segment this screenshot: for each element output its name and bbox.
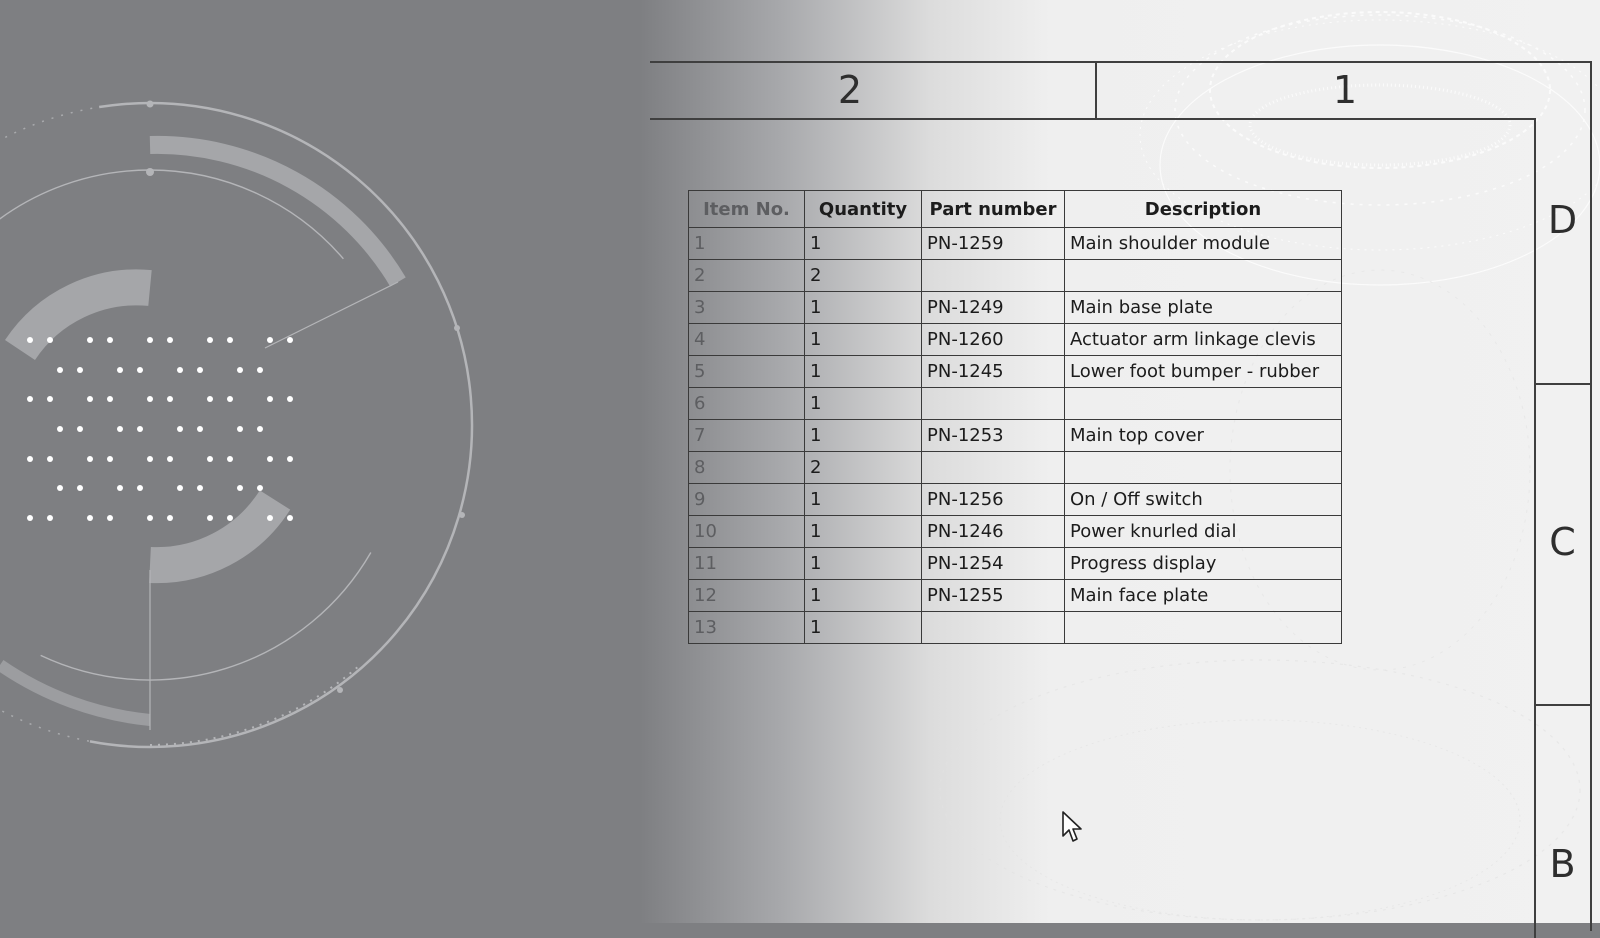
sheet-top-border: [650, 61, 1590, 63]
cell-item-no: 2: [689, 260, 805, 292]
cell-quantity: 1: [805, 228, 922, 260]
table-row: [689, 612, 1342, 644]
cell-quantity: 1: [805, 420, 922, 452]
cell-part-number: [922, 452, 1065, 484]
cell-description: Progress display: [1065, 548, 1342, 580]
cell-description: [1065, 612, 1342, 644]
sheet-right-border: [1590, 61, 1592, 931]
table-row: [689, 484, 1342, 516]
cell-item-no: 12: [689, 580, 805, 612]
zone-row-label: D: [1547, 198, 1578, 242]
cell-item-no: 9: [689, 484, 805, 516]
cell-quantity: 1: [805, 612, 922, 644]
cell-description: [1065, 388, 1342, 420]
cell-description: [1065, 452, 1342, 484]
cell-part-number: PN-1245: [922, 356, 1065, 388]
cell-part-number: PN-1249: [922, 292, 1065, 324]
cell-quantity: 1: [805, 388, 922, 420]
cell-description: Power knurled dial: [1065, 516, 1342, 548]
cell-part-number: [922, 612, 1065, 644]
cell-item-no: 4: [689, 324, 805, 356]
column-header-description: Description: [1065, 191, 1342, 228]
table-header-row: [689, 191, 1342, 228]
cell-description: Main base plate: [1065, 292, 1342, 324]
cell-part-number: [922, 388, 1065, 420]
cell-quantity: 1: [805, 580, 922, 612]
column-header-quantity: Quantity: [805, 191, 922, 228]
cell-part-number: PN-1259: [922, 228, 1065, 260]
cell-quantity: 1: [805, 292, 922, 324]
cell-item-no: 6: [689, 388, 805, 420]
cell-quantity: 1: [805, 356, 922, 388]
zone-column-label: 1: [1332, 68, 1358, 112]
table-row: [689, 388, 1342, 420]
cell-item-no: 3: [689, 292, 805, 324]
table-row: [689, 356, 1342, 388]
table-row: [689, 580, 1342, 612]
cell-item-no: 1: [689, 228, 805, 260]
cell-part-number: PN-1246: [922, 516, 1065, 548]
cell-quantity: 1: [805, 324, 922, 356]
zone-row-label: C: [1549, 520, 1576, 564]
column-header-item-no: Item No.: [689, 191, 805, 228]
cell-item-no: 5: [689, 356, 805, 388]
table-row: [689, 260, 1342, 292]
zone-row-tick: [1534, 383, 1590, 385]
cell-description: Main shoulder module: [1065, 228, 1342, 260]
cell-part-number: PN-1253: [922, 420, 1065, 452]
zone-row-divider: [650, 118, 1535, 120]
column-header-part-number: Part number: [922, 191, 1065, 228]
table-row: [689, 228, 1342, 260]
cell-item-no: 11: [689, 548, 805, 580]
zone-column-label: 2: [837, 68, 863, 112]
circular-hud-decoration-icon: [0, 0, 640, 923]
cell-item-no: 8: [689, 452, 805, 484]
table-row: [689, 324, 1342, 356]
cell-item-no: 13: [689, 612, 805, 644]
cell-description: On / Off switch: [1065, 484, 1342, 516]
table-row: [689, 548, 1342, 580]
zone-row-tick: [1534, 704, 1590, 706]
mouse-pointer-icon: [1061, 810, 1085, 844]
cell-quantity: 1: [805, 548, 922, 580]
cell-description: Main face plate: [1065, 580, 1342, 612]
cell-part-number: [922, 260, 1065, 292]
cell-description: Actuator arm linkage clevis: [1065, 324, 1342, 356]
cell-part-number: PN-1254: [922, 548, 1065, 580]
cell-description: Main top cover: [1065, 420, 1342, 452]
bill-of-materials-table: [688, 190, 1342, 644]
inner-frame-border: [1534, 118, 1536, 938]
cell-quantity: 1: [805, 484, 922, 516]
table-row: [689, 516, 1342, 548]
cell-part-number: PN-1255: [922, 580, 1065, 612]
table-row: [689, 452, 1342, 484]
cell-item-no: 7: [689, 420, 805, 452]
zone-column-divider: [1095, 62, 1097, 118]
table-row: [689, 420, 1342, 452]
cell-item-no: 10: [689, 516, 805, 548]
cell-description: [1065, 260, 1342, 292]
cell-part-number: PN-1260: [922, 324, 1065, 356]
cell-description: Lower foot bumper - rubber: [1065, 356, 1342, 388]
table-row: [689, 292, 1342, 324]
cell-quantity: 1: [805, 516, 922, 548]
zone-row-label: B: [1549, 842, 1576, 886]
cell-quantity: 2: [805, 260, 922, 292]
cell-part-number: PN-1256: [922, 484, 1065, 516]
cell-quantity: 2: [805, 452, 922, 484]
